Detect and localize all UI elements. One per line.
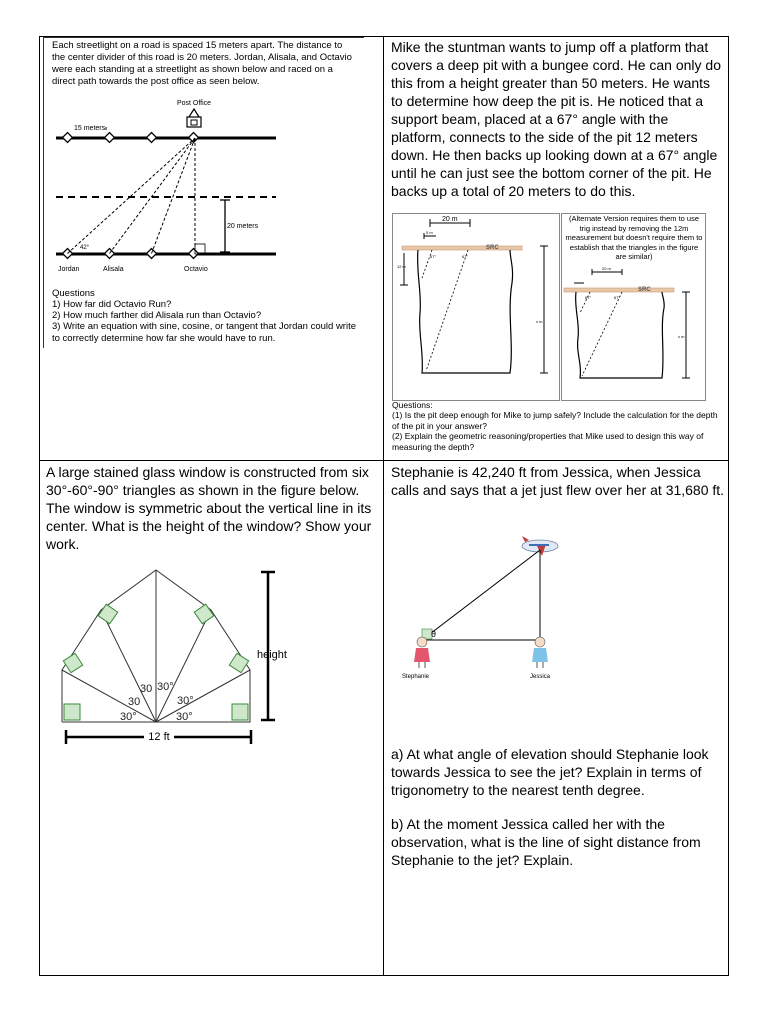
grid-divider-vertical <box>383 36 384 976</box>
svg-text:SRC: SRC <box>486 245 499 251</box>
name-alisala: Alisala <box>103 266 124 273</box>
line-of-sight <box>422 550 540 640</box>
jet-question-b: b) At the moment Jessica called her with the observation, what is the line of sight distance from Stephanie to the jet? Explain. <box>391 816 701 868</box>
pit-alt-angle-1: 67° <box>585 295 592 300</box>
alisala-path <box>110 138 196 254</box>
streetlight-marker <box>63 133 73 143</box>
streetlight-diagram <box>44 94 362 280</box>
name-jordan: Jordan <box>58 266 80 273</box>
pit-angle-label-1: 67° <box>430 254 437 259</box>
stephanie-label: Stephanie <box>402 674 430 680</box>
pit-alt-note: (Alternate Version requires them to use trig instead by removing the 12m measurement but doesn't require them to establish that the triangles in the figure are similar) <box>565 214 703 261</box>
pit-angle-label-2: 67° <box>462 254 469 259</box>
pit-questions-heading: Questions: <box>392 400 433 410</box>
streetlight-marker <box>147 133 157 143</box>
jet-diagram <box>392 528 572 688</box>
pit-alt-label-xm: x m <box>678 334 685 339</box>
name-octavio: Octavio <box>184 266 208 273</box>
pit-alt-label-20m: 20 m <box>602 266 611 271</box>
angle-label: 30° <box>157 681 174 693</box>
svg-text:SRC: SRC <box>638 287 651 293</box>
grid-divider-horizontal <box>39 460 729 461</box>
pit-question-2: (2) Explain the geometric reasoning/properties that Mike used to design this way of measuring the depth? <box>392 431 704 452</box>
jessica-figure <box>532 637 548 668</box>
streetlight-question-2: 2) How much farther did Alisala run than Octavio? <box>52 310 262 321</box>
jessica-label: Jessica <box>530 674 551 680</box>
angle-label: 30° <box>177 695 194 707</box>
window-problem: A large stained glass window is constructed from six 30°-60°-90° triangles as shown in the figure below. The window is symmetric about the vertical line in its center. What is the height of the window? Show your work. <box>46 464 372 552</box>
jet-question-a: a) At what angle of elevation should Stephanie look towards Jessica to see the jet? Explain in terms of trigonometry to the nearest tenth degree. <box>391 746 709 798</box>
angle-label: 30° <box>176 711 193 723</box>
window-triangles <box>62 570 250 722</box>
window-diagram <box>56 560 316 746</box>
spacing-label: 15 meters <box>74 125 106 132</box>
pit-label-12m: 12 m <box>397 264 406 269</box>
height-label: height <box>257 649 287 661</box>
streetlight-problem: Each streetlight on a road is spaced 15 meters apart. The distance to the center divider of this road is 20 meters. Jordan, Alisala, and Octavio were each standing at a streetlight as shown below and raced on a direct path towards the post office as seen below. <box>52 40 352 87</box>
pit-problem: Mike the stuntman wants to jump off a platform that covers a deep pit with a bungee cord. He can only do this from a height greater than 50 meters. He wants to determine how deep the pit is. He noticed that a support beam, placed at a 67° angle with the platform, connects to the side of the pit 12 meters down. He then backs up looking down at a 67° angle until he can just see the bottom corner of the pit. He backs up a total of 20 meters to do this. <box>391 39 721 199</box>
jet-problem: Stephanie is 42,240 ft from Jessica, when Jessica calls and says that a jet just flew over her at 31,680 ft. <box>391 464 725 498</box>
platform-alt <box>564 288 674 292</box>
pit-alt-angle-2: 67° <box>614 295 621 300</box>
pit-label-5m: 5 m <box>426 230 433 235</box>
platform <box>402 246 522 250</box>
pit-label-20m: 20 m <box>442 216 458 223</box>
angle-label: 30 <box>140 683 153 695</box>
width-label: 12 ft <box>148 731 170 743</box>
jordan-path <box>68 138 196 254</box>
pit-outline <box>418 250 513 373</box>
angle-label: 30° <box>120 711 137 723</box>
pit-question-1: (1) Is the pit deep enough for Mike to jump safely? Include the calculation for the depth of the pit in your answer? <box>392 410 718 431</box>
streetlight-marker <box>189 249 199 259</box>
streetlight-marker <box>105 133 115 143</box>
post-office-label: Post Office <box>176 100 212 107</box>
pit-outline-alt <box>576 292 665 378</box>
post-office-icon <box>187 109 201 127</box>
octavio-path-diag <box>152 138 196 254</box>
theta-label: θ <box>431 629 437 639</box>
pit-label-xm: x m <box>536 319 543 324</box>
distance-label: 20 meters <box>227 223 259 230</box>
stephanie-figure <box>414 637 430 668</box>
angle-label: 42° <box>80 245 90 251</box>
streetlight-question-1: 1) How far did Octavio Run? <box>52 299 172 310</box>
streetlight-question-3: 3) Write an equation with sine, cosine, or tangent that Jordan could write to correctly determine how far she would have to run. <box>52 321 356 344</box>
angle-label: 30 <box>128 696 141 708</box>
streetlight-questions-heading: Questions <box>52 288 95 299</box>
